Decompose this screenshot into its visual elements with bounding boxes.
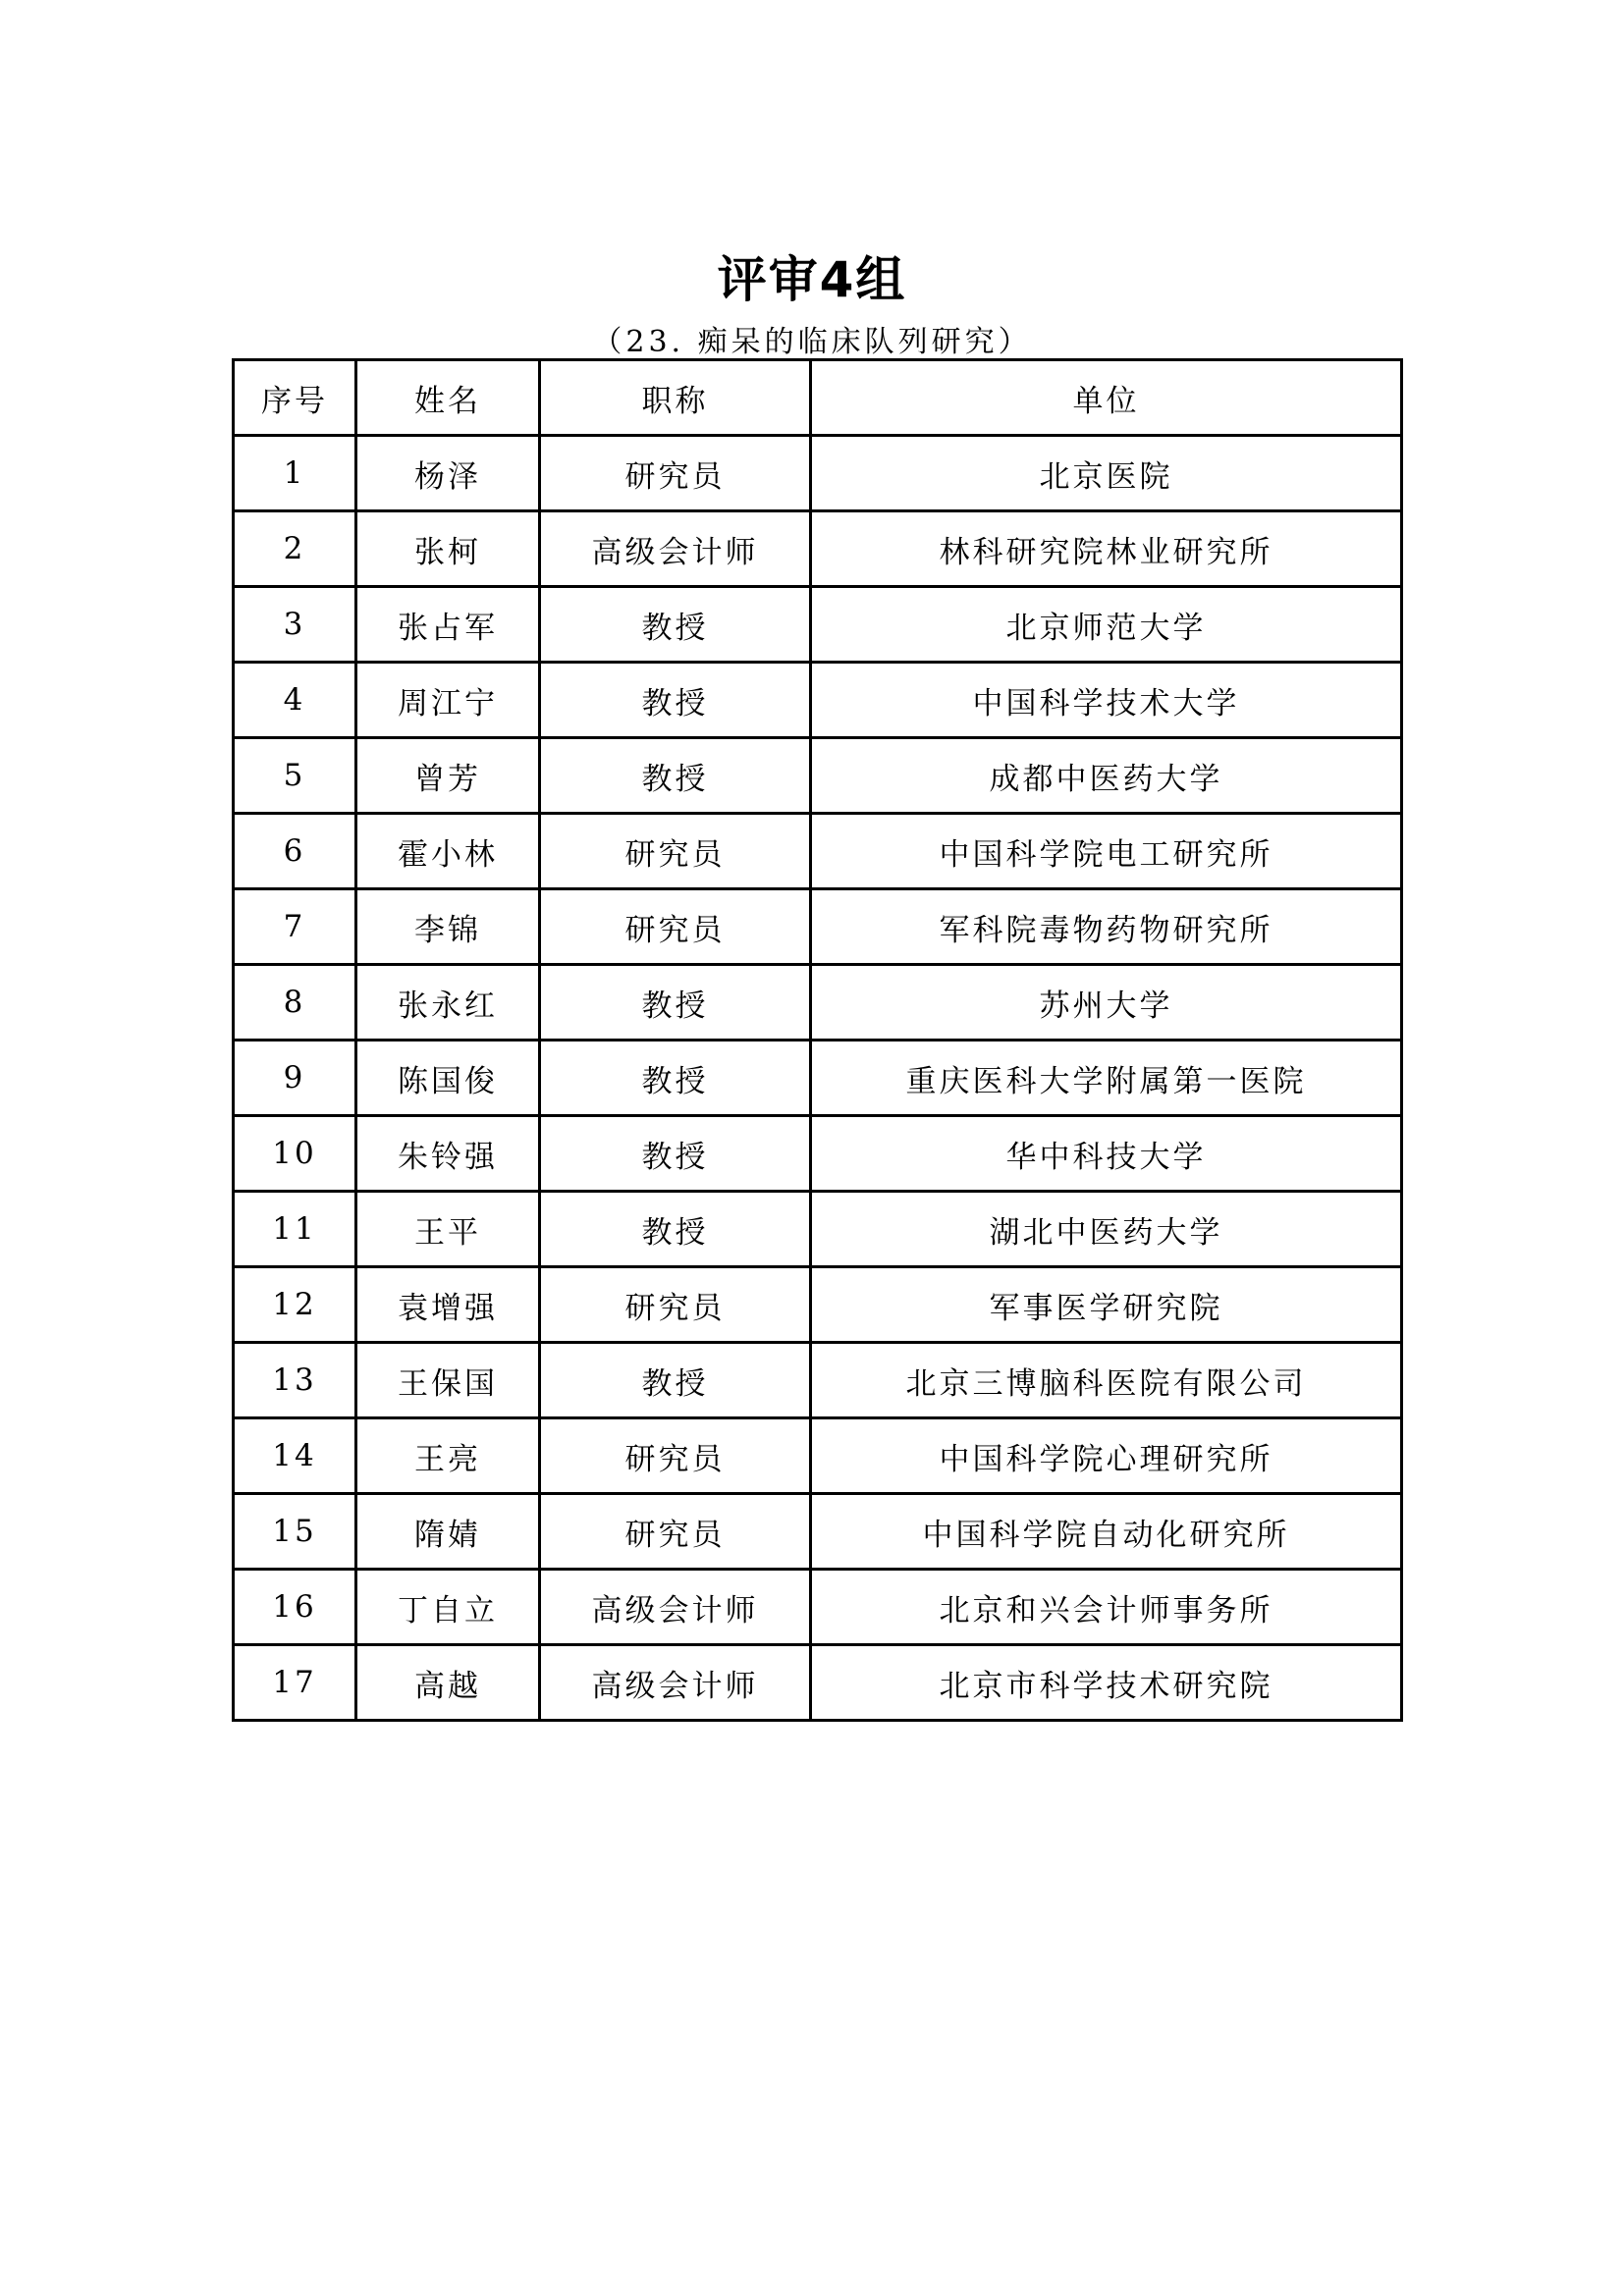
cell-affiliation: 中国科学院自动化研究所 — [811, 1494, 1402, 1570]
cell-affiliation: 北京市科学技术研究院 — [811, 1645, 1402, 1721]
cell-title: 研究员 — [540, 814, 811, 889]
header-title: 职称 — [540, 360, 811, 436]
cell-name: 王平 — [356, 1192, 540, 1267]
table-row — [234, 1570, 1402, 1645]
cell-affiliation: 中国科学院心理研究所 — [811, 1418, 1402, 1494]
cell-index: 8 — [234, 965, 356, 1041]
table-row — [234, 1192, 1402, 1267]
table-row — [234, 814, 1402, 889]
cell-affiliation: 湖北中医药大学 — [811, 1192, 1402, 1267]
cell-index: 10 — [234, 1116, 356, 1192]
cell-name: 陈国俊 — [356, 1041, 540, 1116]
cell-index: 17 — [234, 1645, 356, 1721]
cell-title: 教授 — [540, 663, 811, 738]
cell-name: 丁自立 — [356, 1570, 540, 1645]
cell-name: 霍小林 — [356, 814, 540, 889]
cell-index: 9 — [234, 1041, 356, 1116]
cell-name: 曾芳 — [356, 738, 540, 814]
cell-title: 研究员 — [540, 436, 811, 511]
cell-name: 张占军 — [356, 587, 540, 663]
cell-affiliation: 重庆医科大学附属第一医院 — [811, 1041, 1402, 1116]
table-row — [234, 663, 1402, 738]
table-row — [234, 1267, 1402, 1343]
table-header-row — [234, 360, 1402, 436]
cell-affiliation: 军科院毒物药物研究所 — [811, 889, 1402, 965]
cell-affiliation: 华中科技大学 — [811, 1116, 1402, 1192]
page-title: 评审4组 — [717, 251, 907, 308]
cell-index: 15 — [234, 1494, 356, 1570]
cell-index: 12 — [234, 1267, 356, 1343]
cell-name: 杨泽 — [356, 436, 540, 511]
cell-name: 高越 — [356, 1645, 540, 1721]
cell-index: 16 — [234, 1570, 356, 1645]
cell-index: 14 — [234, 1418, 356, 1494]
cell-title: 高级会计师 — [540, 1645, 811, 1721]
cell-title: 教授 — [540, 965, 811, 1041]
cell-index: 13 — [234, 1343, 356, 1418]
cell-title: 教授 — [540, 587, 811, 663]
header-name: 姓名 — [356, 360, 540, 436]
cell-name: 朱铃强 — [356, 1116, 540, 1192]
cell-title: 教授 — [540, 1041, 811, 1116]
cell-affiliation: 北京和兴会计师事务所 — [811, 1570, 1402, 1645]
cell-name: 袁增强 — [356, 1267, 540, 1343]
table-body — [234, 436, 1402, 1721]
cell-title: 教授 — [540, 1192, 811, 1267]
table-row — [234, 1041, 1402, 1116]
cell-index: 6 — [234, 814, 356, 889]
cell-title: 教授 — [540, 1116, 811, 1192]
cell-index: 3 — [234, 587, 356, 663]
cell-name: 王保国 — [356, 1343, 540, 1418]
cell-name: 周江宁 — [356, 663, 540, 738]
table-row — [234, 738, 1402, 814]
cell-affiliation: 林科研究院林业研究所 — [811, 511, 1402, 587]
cell-affiliation: 北京师范大学 — [811, 587, 1402, 663]
cell-title: 研究员 — [540, 1494, 811, 1570]
cell-index: 5 — [234, 738, 356, 814]
table-row — [234, 1418, 1402, 1494]
cell-affiliation: 北京三博脑科医院有限公司 — [811, 1343, 1402, 1418]
cell-title: 教授 — [540, 1343, 811, 1418]
cell-affiliation: 中国科学院电工研究所 — [811, 814, 1402, 889]
table-row — [234, 511, 1402, 587]
cell-index: 11 — [234, 1192, 356, 1267]
table-row — [234, 436, 1402, 511]
table-row — [234, 587, 1402, 663]
cell-name: 张永红 — [356, 965, 540, 1041]
cell-index: 7 — [234, 889, 356, 965]
cell-name: 张柯 — [356, 511, 540, 587]
cell-affiliation: 成都中医药大学 — [811, 738, 1402, 814]
cell-name: 李锦 — [356, 889, 540, 965]
cell-index: 2 — [234, 511, 356, 587]
cell-affiliation: 北京医院 — [811, 436, 1402, 511]
cell-affiliation: 军事医学研究院 — [811, 1267, 1402, 1343]
page-subtitle: （23. 痴呆的临床队列研究） — [592, 325, 1032, 359]
table-row — [234, 1494, 1402, 1570]
reviewer-table — [232, 358, 1403, 1722]
cell-name: 隋婧 — [356, 1494, 540, 1570]
cell-title: 研究员 — [540, 1267, 811, 1343]
header-affiliation: 单位 — [811, 360, 1402, 436]
cell-title: 教授 — [540, 738, 811, 814]
table-row — [234, 1343, 1402, 1418]
cell-affiliation: 中国科学技术大学 — [811, 663, 1402, 738]
cell-title: 研究员 — [540, 1418, 811, 1494]
table-row — [234, 965, 1402, 1041]
table-row — [234, 889, 1402, 965]
cell-index: 1 — [234, 436, 356, 511]
cell-name: 王亮 — [356, 1418, 540, 1494]
cell-affiliation: 苏州大学 — [811, 965, 1402, 1041]
cell-index: 4 — [234, 663, 356, 738]
table-row — [234, 1645, 1402, 1721]
cell-title: 高级会计师 — [540, 1570, 811, 1645]
cell-title: 高级会计师 — [540, 511, 811, 587]
table-row — [234, 1116, 1402, 1192]
header-index: 序号 — [234, 360, 356, 436]
cell-title: 研究员 — [540, 889, 811, 965]
